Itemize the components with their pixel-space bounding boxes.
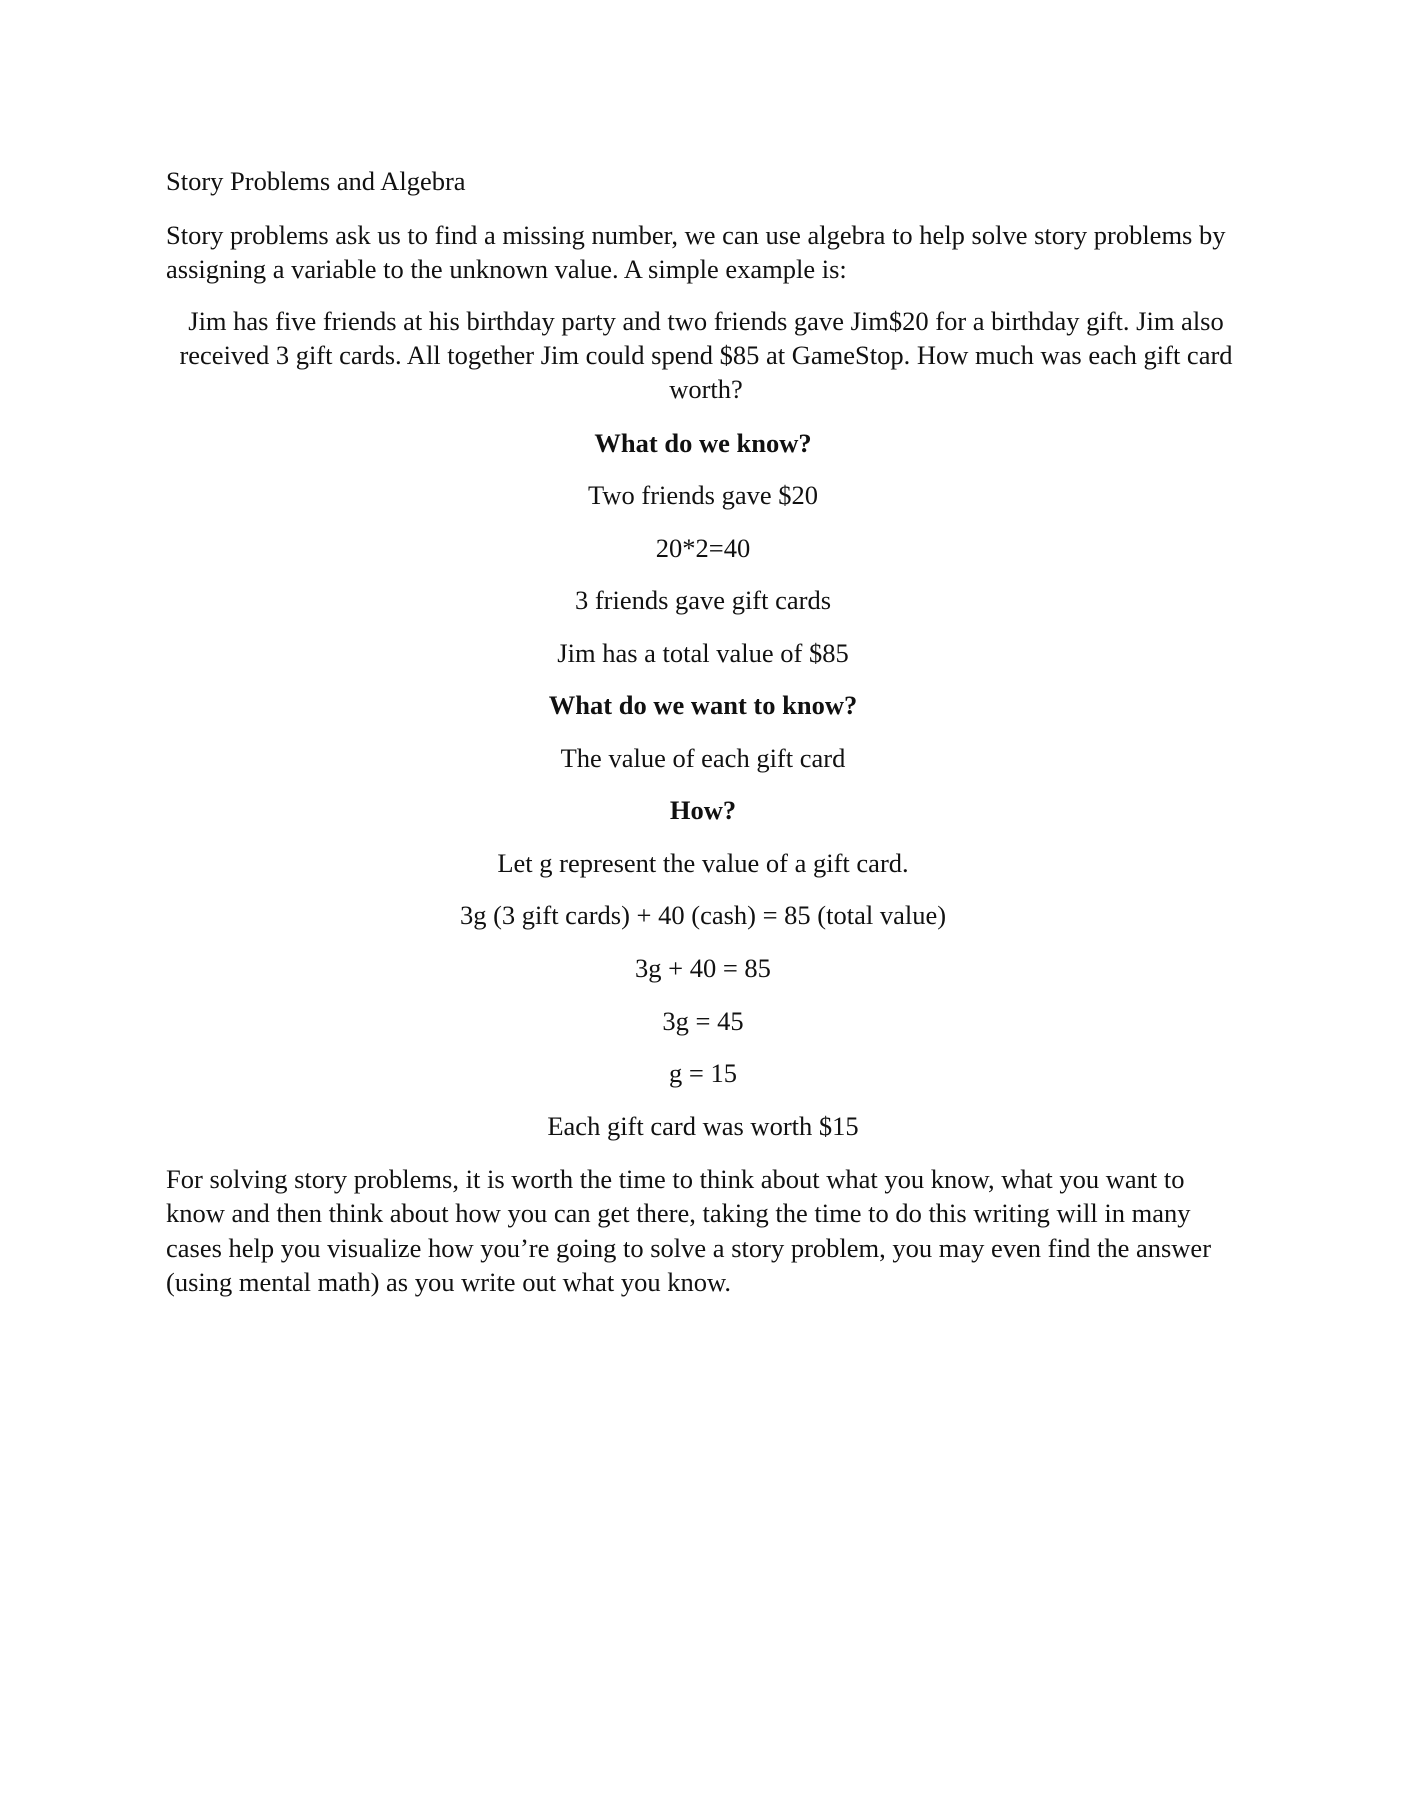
known-fact: Jim has a total value of $85 — [557, 638, 849, 668]
solution-step: g = 15 — [669, 1058, 737, 1088]
known-fact: Two friends gave $20 — [588, 480, 818, 510]
solution-step: Let g represent the value of a gift card. — [497, 848, 909, 878]
document-title: Story Problems and Algebra — [166, 166, 466, 196]
known-fact: 20*2=40 — [655, 533, 751, 563]
closing-paragraph: For solving story problems, it is worth the time to think about what you know, what you want to know and then think about how you can get there, taking the time to do this writing will in many cases help you visualize how you’re going to solve a story problem, you may even find the answer (using mental math) as you write out what you know. — [166, 1164, 1212, 1297]
solution-step: 3g (3 gift cards) + 40 (cash) = 85 (total value) — [459, 900, 947, 930]
section-heading-what-we-want: What do we want to know? — [548, 690, 858, 720]
solution-answer: Each gift card was worth $15 — [547, 1111, 859, 1141]
solution-step: 3g + 40 = 85 — [635, 953, 771, 983]
intro-paragraph: Story problems ask us to find a missing number, we can use algebra to help solve story problems by assigning a variable to the unknown value. A simple example is: — [166, 220, 1226, 285]
known-fact: 3 friends gave gift cards — [574, 585, 832, 615]
section-heading-how: How? — [669, 795, 737, 825]
example-problem: Jim has five friends at his birthday party and two friends gave Jim$20 for a birthday gift. Jim also received 3 gift cards. All together Jim could spend $85 at GameStop. How much was each gift card worth? — [179, 306, 1233, 404]
section-heading-what-we-know: What do we know? — [594, 428, 812, 458]
solution-step: 3g = 45 — [662, 1006, 744, 1036]
unknown-statement: The value of each gift card — [560, 743, 846, 773]
